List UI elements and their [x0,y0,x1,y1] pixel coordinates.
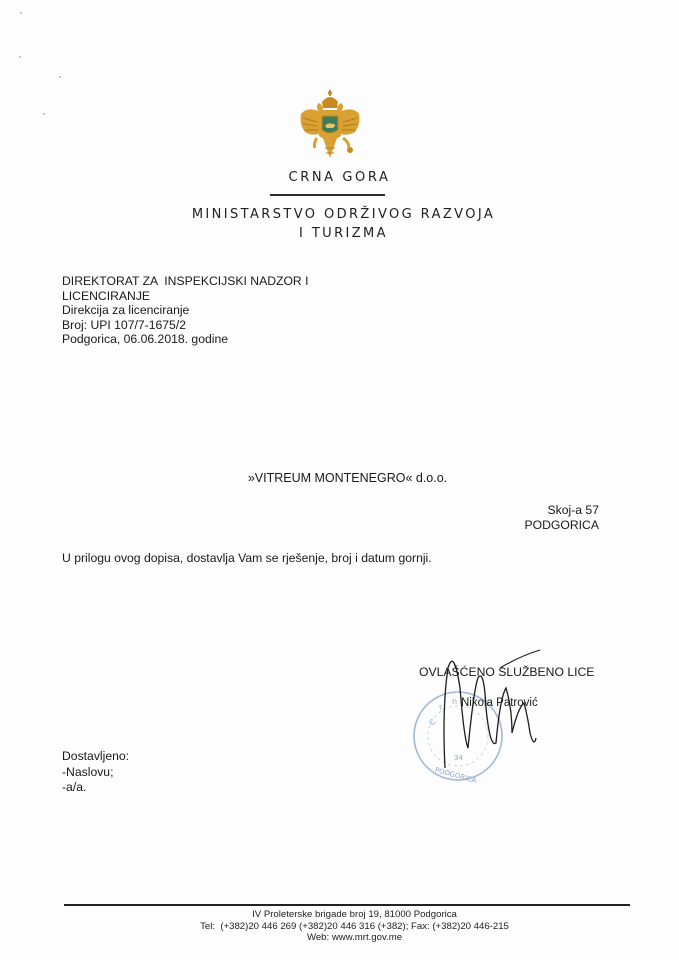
footer-web: Web: www.mrt.gov.me [306,932,403,943]
coat-of-arms-icon [297,88,363,164]
ministry-name-line1: MINISTARSTVO ODRŽIVOG RAZVOJA [191,207,496,222]
letter-body: U prilogu ovog dopisa, dostavlja Vam se rješenje, broj i datum gornji. [62,551,432,565]
scan-speck [43,113,45,115]
delivery-label: Dostavljeno: [62,749,130,763]
ministry-name-line2: I TURIZMA [299,226,388,241]
delivery-item: -Naslovu; [62,764,114,779]
scan-speck [20,12,22,14]
stamp-number: 34 [454,754,463,762]
reference-number: Broj: UPI 107/7-1675/2 [62,317,186,332]
stamp-city: PODGORICA [434,766,478,785]
directorate-subunit: Direkcija za licenciranje [62,303,190,318]
country-name: CRNA GORA [288,170,391,185]
recipient-city: PODGORICA [524,518,599,532]
directorate-line1: DIREKTORAT ZA INSPEKCIJSKI NADZOR I [62,274,309,288]
footer [0,909,679,944]
scan-speck [59,76,61,78]
recipient-address [525,503,600,533]
place-date: Podgorica, 06.06.2018. godine [62,332,229,347]
signature-title: OVLAŠĆENO SLUŽBENO LICE [419,665,595,679]
svg-text:C: C [427,717,438,728]
delivery-list [62,749,129,796]
signatory-name: Nikola Patrović [461,697,538,709]
svg-text:n: n [452,697,458,706]
header-divider [270,194,385,196]
recipient-name: »VITREUM MONTENEGRO« d.o.o. [247,471,448,485]
directorate-line2: LICENCIRANJE [62,288,151,303]
footer-contact: Tel: (+382)20 446 269 (+382)20 446 316 (+382); Fax: (+382)20 446-215 [200,920,509,932]
footer-divider [64,904,630,906]
scan-speck [19,56,21,58]
sender-block [62,274,309,347]
svg-text:r: r [437,702,444,712]
footer-address: IV Proleterske brigade broj 19, 81000 Podgorica [252,909,457,920]
handwritten-signature-icon [437,648,580,768]
delivery-item: -a/a. [62,780,87,794]
recipient-street: Skoj-a 57 [547,503,599,517]
